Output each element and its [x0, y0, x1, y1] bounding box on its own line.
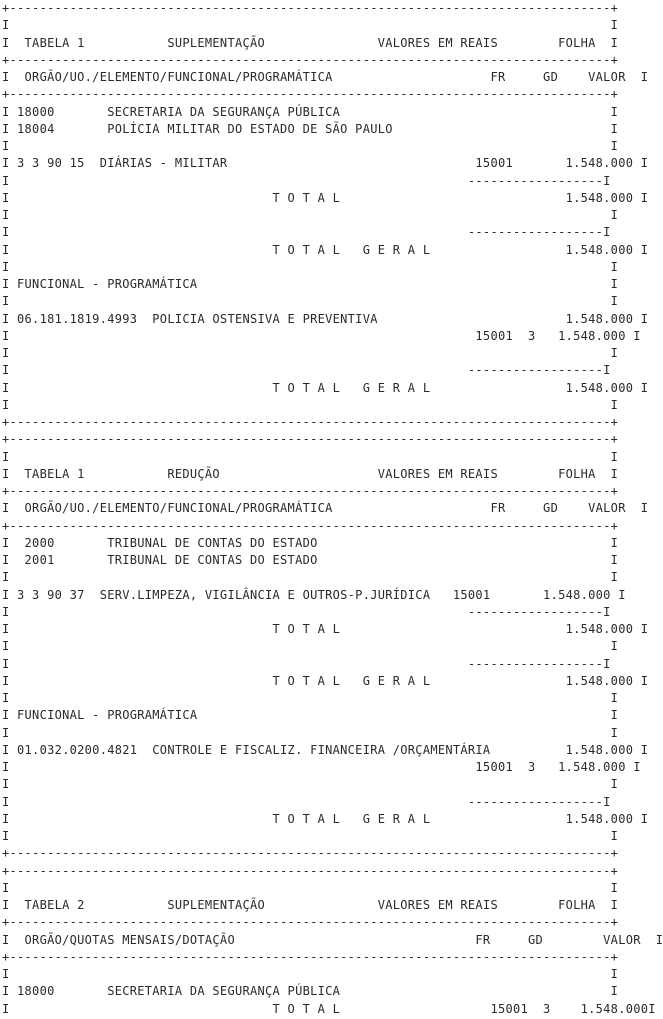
report-line: I I — [2, 346, 619, 360]
report-line: I I — [2, 725, 619, 740]
report-line: I I — [2, 294, 619, 309]
report-line: I T O T A L G E R A L 1.548.000 I — [2, 242, 649, 257]
report-line: +--------------------------------------------------------------------------------+ — [2, 432, 619, 447]
report-line: I I — [2, 570, 619, 585]
report-line: +--------------------------------------------------------------------------------+ — [2, 484, 619, 498]
report-line: I 3 3 90 15 DIÁRIAS - MILITAR 15001 1.548.000 I — [2, 156, 649, 171]
report-line: I TABELA 1 SUPLEMENTAÇÃO VALORES EM REAIS FOLHA I — [2, 35, 619, 50]
report-line: +--------------------------------------------------------------------------------+ — [2, 518, 619, 533]
report-line: I ------------------I — [2, 225, 611, 240]
report-line: +--------------------------------------------------------------------------------+ — [2, 87, 619, 102]
report-line: I 2001 TRIBUNAL DE CONTAS DO ESTADO I — [2, 553, 619, 567]
report-line: I T O T A L 1.548.000 I — [2, 622, 649, 636]
report-line: +--------------------------------------------------------------------------------+ — [2, 863, 619, 878]
report-line: I FUNCIONAL - PROGRAMÁTICA I — [2, 277, 619, 291]
report-line: I T O T A L 15001 3 1.548.000I — [2, 1001, 656, 1016]
report-line: I ORGÃO/QUOTAS MENSAIS/DOTAÇÃO FR GD VALOR I — [2, 932, 663, 947]
report-line: I T O T A L 1.548.000 I — [2, 190, 649, 205]
report-line: I FUNCIONAL - PROGRAMÁTICA I — [2, 708, 619, 723]
report-line: I I — [2, 777, 619, 792]
report-line: I T O T A L G E R A L 1.548.000 I — [2, 811, 649, 826]
report-line: I T O T A L G E R A L 1.548.000 I — [2, 673, 649, 688]
report-line: +--------------------------------------------------------------------------------+ — [2, 1, 619, 15]
report-line: I 2000 TRIBUNAL DE CONTAS DO ESTADO I — [2, 535, 619, 550]
report-line: I I — [2, 639, 619, 654]
report-line: I TABELA 1 REDUÇÃO VALORES EM REAIS FOLHA I — [2, 466, 619, 481]
report-line: I I — [2, 880, 619, 895]
report-line: I ------------------I — [2, 363, 611, 378]
report-line: I 06.181.1819.4993 POLICIA OSTENSIVA E PREVENTIVA 1.548.000 I — [2, 311, 649, 326]
report-line: I ------------------I — [2, 656, 611, 671]
report-line: +--------------------------------------------------------------------------------+ — [2, 846, 619, 861]
report-line: I I — [2, 967, 619, 981]
report-line: I ORGÃO/UO./ELEMENTO/FUNCIONAL/PROGRAMÁTICA FR GD VALOR I — [2, 501, 649, 516]
report-line: I T O T A L G E R A L 1.548.000 I — [2, 380, 649, 395]
report-line: +--------------------------------------------------------------------------------+ — [2, 415, 619, 429]
report-line: I ------------------I — [2, 794, 611, 809]
report-line: I I — [2, 691, 619, 705]
report-line: I 01.032.0200.4821 CONTROLE E FISCALIZ. FINANCEIRA /ORÇAMENTÁRIA 1.548.000 I — [2, 742, 649, 757]
report-line: I I — [2, 139, 619, 153]
report-line: +--------------------------------------------------------------------------------+ — [2, 915, 619, 930]
report-line: I TABELA 2 SUPLEMENTAÇÃO VALORES EM REAIS FOLHA I — [2, 898, 619, 912]
report-line: I ------------------I — [2, 173, 611, 188]
report-line: I 18004 POLÍCIA MILITAR DO ESTADO DE SÃO PAULO I — [2, 121, 619, 136]
report-line: I 15001 3 1.548.000 I — [2, 760, 641, 774]
report-line: +--------------------------------------------------------------------------------+ — [2, 52, 619, 67]
report-line: +--------------------------------------------------------------------------------+ — [2, 949, 619, 964]
report-line: I 18000 SECRETARIA DA SEGURANÇA PÚBLICA I — [2, 984, 619, 999]
report-line: I I — [2, 18, 619, 33]
report-line: I I — [2, 259, 619, 274]
report-line: I I — [2, 397, 619, 412]
report-line: I 3 3 90 37 SERV.LIMPEZA, VIGILÂNCIA E OUTROS-P.JURÍDICA 15001 1.548.000 I — [2, 587, 626, 602]
report-line: I I — [2, 829, 619, 843]
report-line: I I — [2, 449, 619, 464]
report-line: I 15001 3 1.548.000 I — [2, 328, 641, 343]
report-line: I ------------------I — [2, 604, 611, 619]
report-line: I 18000 SECRETARIA DA SEGURANÇA PÚBLICA I — [2, 104, 619, 119]
report-line: I I — [2, 208, 619, 222]
report-line: I ORGÃO/UO./ELEMENTO/FUNCIONAL/PROGRAMÁTICA FR GD VALOR I — [2, 70, 649, 84]
